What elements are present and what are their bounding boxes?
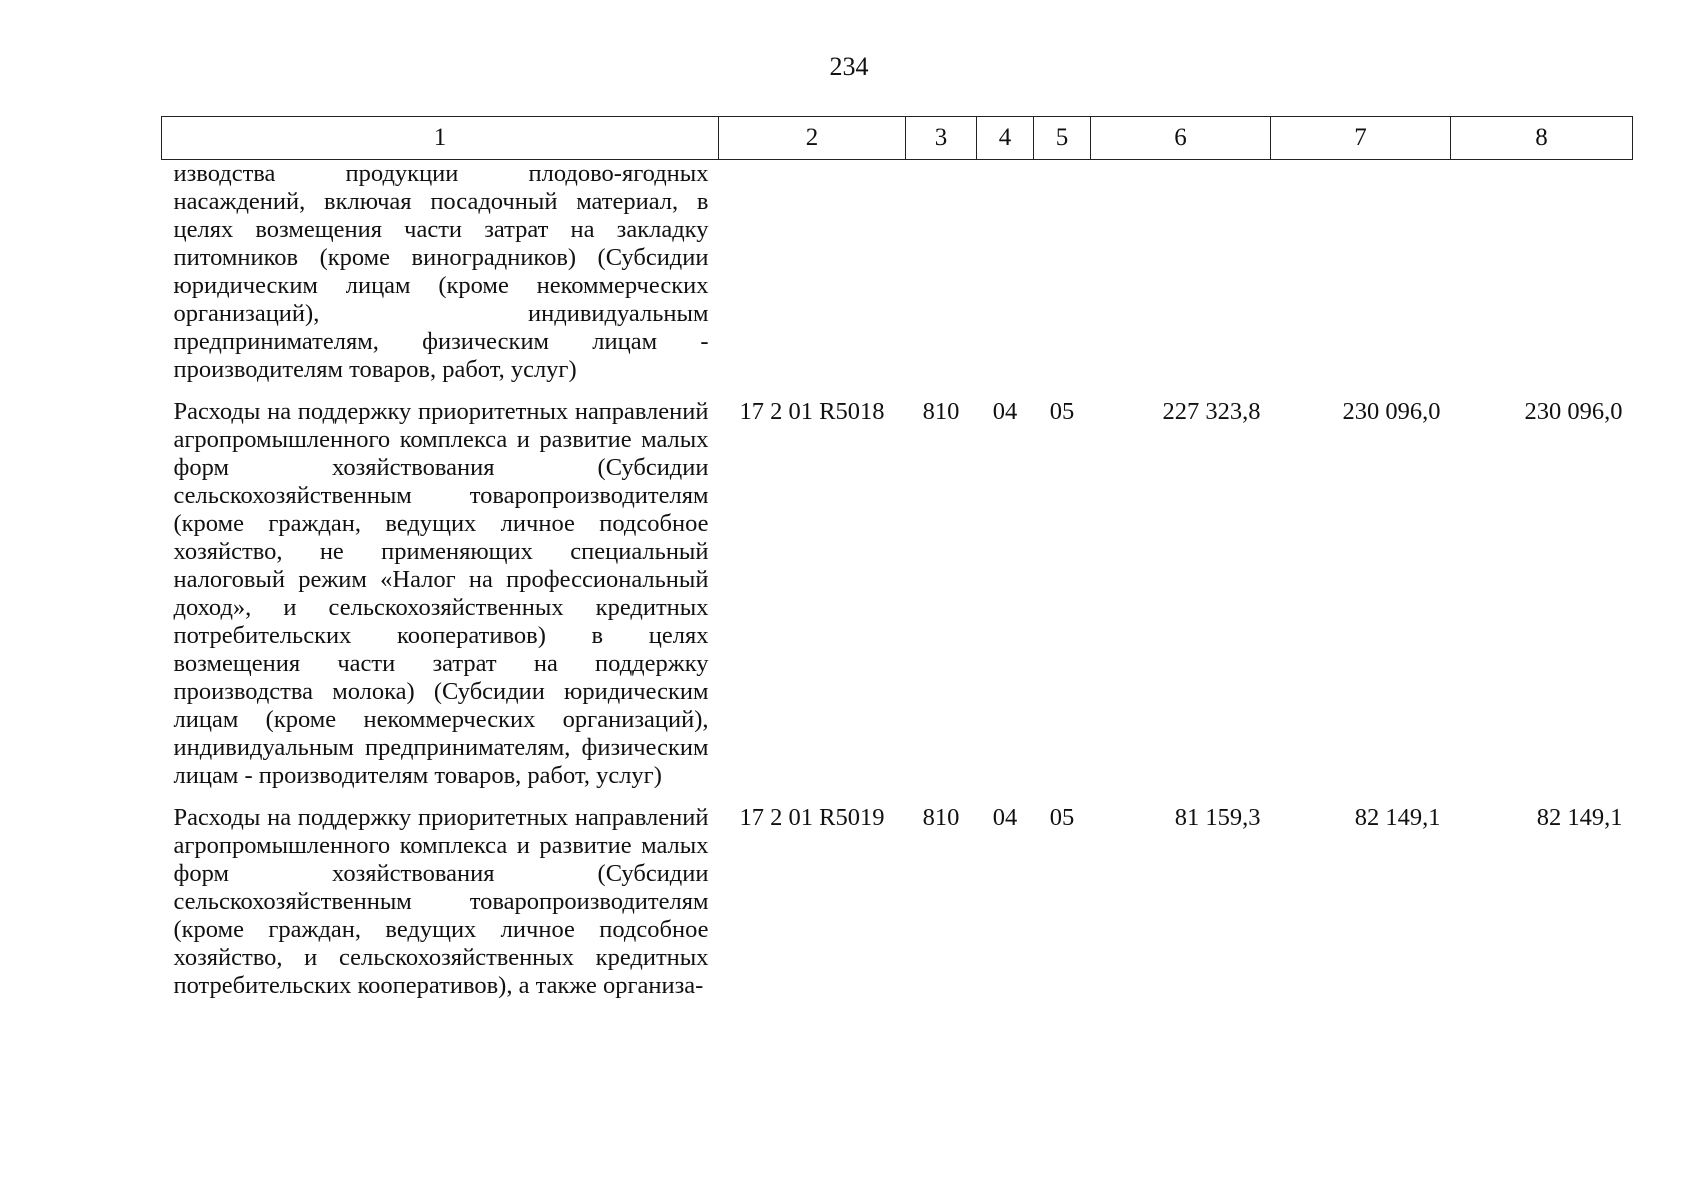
row-description: Расходы на поддержку приоритетных направлений агропромышленного комплекса и развитие малых форм хозяйствования (Субсидии сельскохозяйственным товаропроизводителям (кроме граждан, ведущих личное подсобное хозяйство, и сельскохозяйственных кредитных потребительских кооперативов), а также организа- [173, 804, 709, 999]
row-section: 04 [992, 398, 1018, 425]
row-expense-type [906, 160, 977, 399]
row-target-code: 17 2 01 R5019 [739, 804, 885, 831]
budget-table [161, 116, 1633, 1014]
row-target-code: 17 2 01 R5018 [739, 398, 885, 425]
row-expense-type: 810 [922, 804, 960, 831]
column-header-5: 5 [1034, 117, 1091, 160]
row-description: Расходы на поддержку приоритетных направлений агропромышленного комплекса и развитие малых форм хозяйствования (Субсидии сельскохозяйственным товаропроизводителям (кроме граждан, ведущих личное подсобное хозяйство, не применяющих специальный налоговый режим «Налог на профессиональный доход», и сельскохозяйственных кредитных потребительских кооперативов) в целях возмещения части затрат на поддержку производства молока) (Субсидии юридическим лицам (кроме некоммерческих организаций), индивидуальным предпринимателям, физическим лицам - производителям товаров, работ, услуг) [173, 398, 709, 789]
column-header-3: 3 [906, 117, 977, 160]
row-section [977, 160, 1034, 399]
column-header-1: 1 [162, 117, 719, 160]
row-amount-7 [1271, 160, 1451, 399]
row-expense-type: 810 [922, 398, 960, 425]
table-row [162, 398, 1633, 804]
row-subsection: 05 [1049, 398, 1075, 425]
row-section: 04 [992, 804, 1018, 831]
row-amount-6: 81 159,3 [1174, 804, 1261, 831]
column-header-4: 4 [977, 117, 1034, 160]
column-header-8: 8 [1451, 117, 1633, 160]
row-description: изводства продукции плодово-ягодных насаждений, включая посадочный материал, в целях возмещения части затрат на закладку питомников (кроме виноградников) (Субсидии юридическим лицам (кроме некоммерческих организаций), индивидуальным предпринимателям, физическим лицам - производителям товаров, работ, услуг) [173, 160, 709, 383]
row-subsection: 05 [1049, 804, 1075, 831]
row-amount-8: 82 149,1 [1536, 804, 1623, 831]
page-number: 234 [829, 52, 869, 81]
row-amount-7: 230 096,0 [1342, 398, 1441, 425]
row-target-code [719, 160, 906, 399]
column-header-7: 7 [1271, 117, 1451, 160]
table-body [162, 160, 1633, 1015]
row-amount-6: 227 323,8 [1162, 398, 1261, 425]
row-amount-8 [1451, 160, 1633, 399]
row-subsection [1034, 160, 1091, 399]
row-amount-6 [1091, 160, 1271, 399]
row-amount-7: 82 149,1 [1354, 804, 1441, 831]
table-row [162, 804, 1633, 1014]
column-header-6: 6 [1091, 117, 1271, 160]
table-header [162, 117, 1633, 160]
header-row [162, 117, 1633, 160]
table-row [162, 160, 1633, 399]
row-amount-8: 230 096,0 [1524, 398, 1623, 425]
column-header-2: 2 [719, 117, 906, 160]
